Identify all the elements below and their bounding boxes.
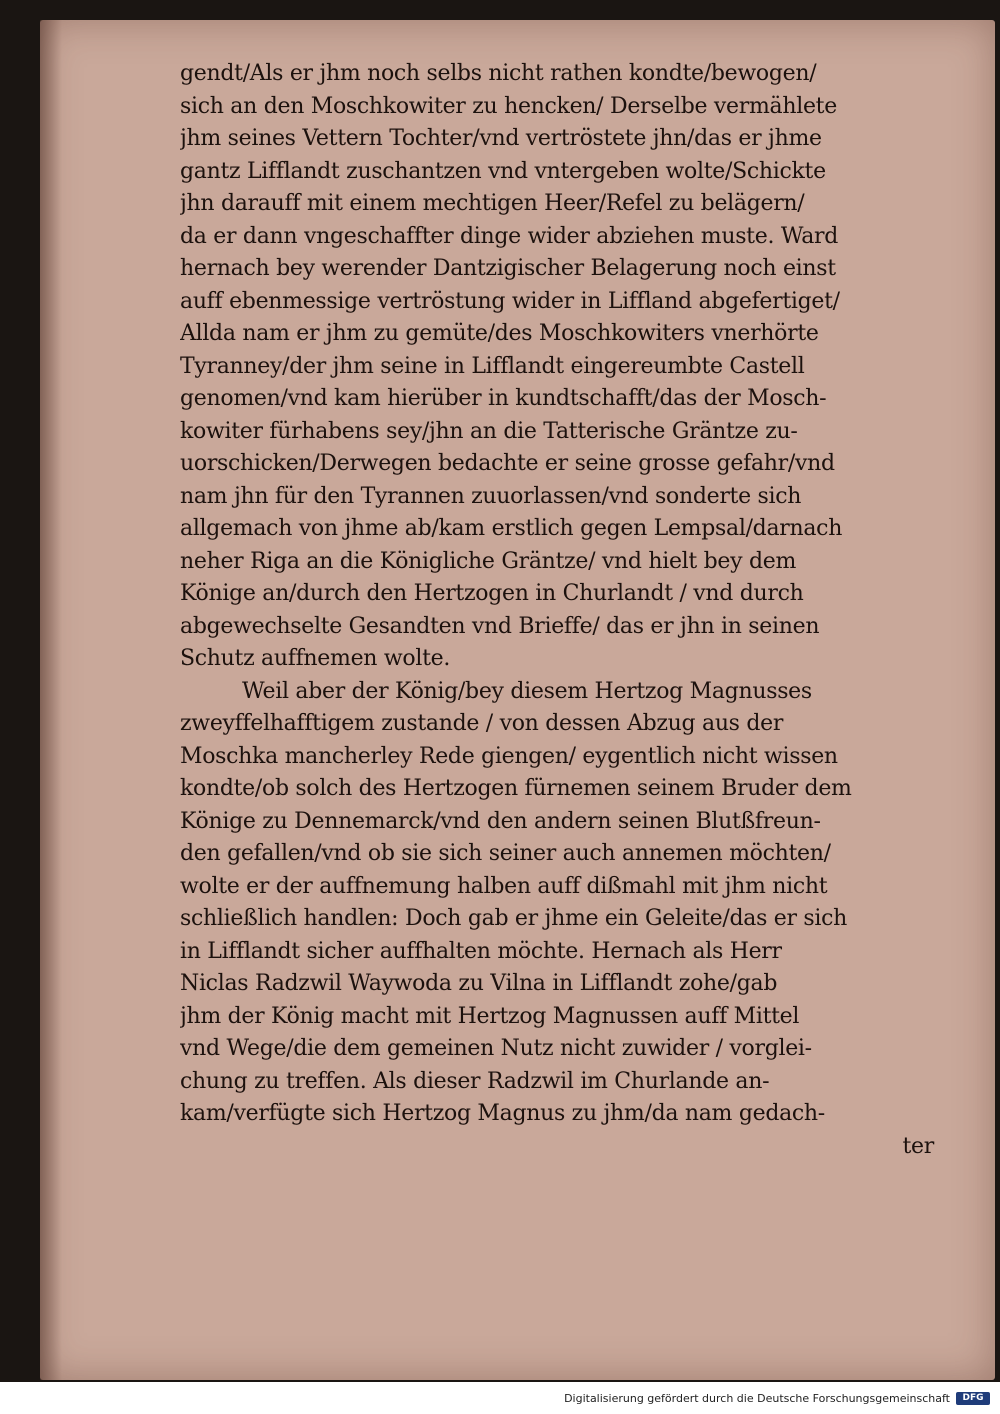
text-line: jhm der König macht mit Hertzog Magnussen auff Mittel	[180, 1003, 800, 1029]
text-line: Moschka mancherley Rede giengen/ eygentlich nicht wissen	[180, 743, 838, 769]
text-line: Schutz auffnemen wolte.	[180, 646, 451, 671]
text-line: in Lifflandt sicher auffhalten möchte. Hernach als Herr	[180, 938, 782, 964]
dfg-logo-icon: DFG	[956, 1392, 990, 1405]
text-line: gantz Lifflandt zuschantzen vnd vntergeben wolte/Schickte	[180, 158, 826, 184]
page-text	[180, 58, 960, 1163]
catchword: ter	[902, 1133, 934, 1159]
text-line: da er dann vngeschaffter dinge wider abziehen muste. Ward	[180, 223, 839, 249]
text-line: wolte er der auffnemung halben auff dißmahl mit jhm nicht	[180, 873, 828, 899]
text-line: Niclas Radzwil Waywoda zu Vilna in Lifflandt zohe/gab	[180, 971, 778, 996]
text-line: uorschicken/Derwegen bedachte er seine grosse gefahr/vnd	[180, 451, 835, 476]
text-line: den gefallen/vnd ob sie sich seiner auch annemen möchten/	[180, 841, 831, 866]
text-line: Könige zu Dennemarck/vnd den andern seinen Blutßfreun-	[180, 808, 821, 834]
text-line: kondte/ob solch des Hertzogen fürnemen seinem Bruder dem	[180, 776, 852, 801]
text-line: schließlich handlen: Doch gab er jhme ein Geleite/das er sich	[180, 906, 848, 931]
text-line: vnd Wege/die dem gemeinen Nutz nicht zuwider / vorglei-	[180, 1036, 812, 1061]
text-line: gendt/Als er jhm noch selbs nicht rathen kondte/bewogen/	[180, 61, 817, 86]
text-line: Könige an/durch den Hertzogen in Churlandt / vnd durch	[180, 581, 804, 606]
text-line: abgewechselte Gesandten vnd Brieffe/ das er jhn in seinen	[180, 613, 820, 639]
text-line: kam/verfügte sich Hertzog Magnus zu jhm/da nam gedach-	[180, 1101, 825, 1126]
text-line: auff ebenmessige vertröstung wider in Liffland abgefertiget/	[180, 288, 840, 314]
text-line: genomen/vnd kam hierüber in kundtschafft/das der Mosch-	[180, 386, 827, 411]
text-line: hernach bey werender Dantzigischer Belagerung noch einst	[180, 256, 836, 281]
text-line: nam jhn für den Tyrannen zuuorlassen/vnd sonderte sich	[180, 483, 802, 509]
text-line: kowiter fürhabens sey/jhn an die Tatterische Gräntze zu-	[180, 418, 798, 444]
text-line: Tyranney/der jhm seine in Lifflandt eingereumbte Castell	[180, 353, 805, 379]
footer-bar	[0, 1382, 1000, 1414]
text-line: allgemach von jhme ab/kam erstlich gegen Lempsal/darnach	[180, 516, 843, 541]
text-line: zweyffelhafftigem zustande / von dessen Abzug aus der	[180, 711, 784, 736]
text-line: jhm seines Vettern Tochter/vnd vertröstete jhn/das er jhme	[180, 126, 822, 151]
paragraph-start-line: Weil aber der König/bey diesem Hertzog Magnusses	[242, 678, 812, 704]
text-line: sich an den Moschkowiter zu hencken/ Derselbe vermählete	[180, 93, 837, 119]
text-line: jhn darauff mit einem mechtigen Heer/Refel zu belägern/	[180, 191, 805, 216]
funding-credit: Digitalisierung gefördert durch die Deutsche Forschungsgemeinschaft	[564, 1392, 950, 1405]
text-line: chung zu treffen. Als dieser Radzwil im Churlande an-	[180, 1068, 770, 1094]
text-line: Allda nam er jhm zu gemüte/des Moschkowiters vnerhörte	[180, 321, 819, 346]
text-line: neher Riga an die Königliche Gräntze/ vnd hielt bey dem	[180, 548, 797, 574]
